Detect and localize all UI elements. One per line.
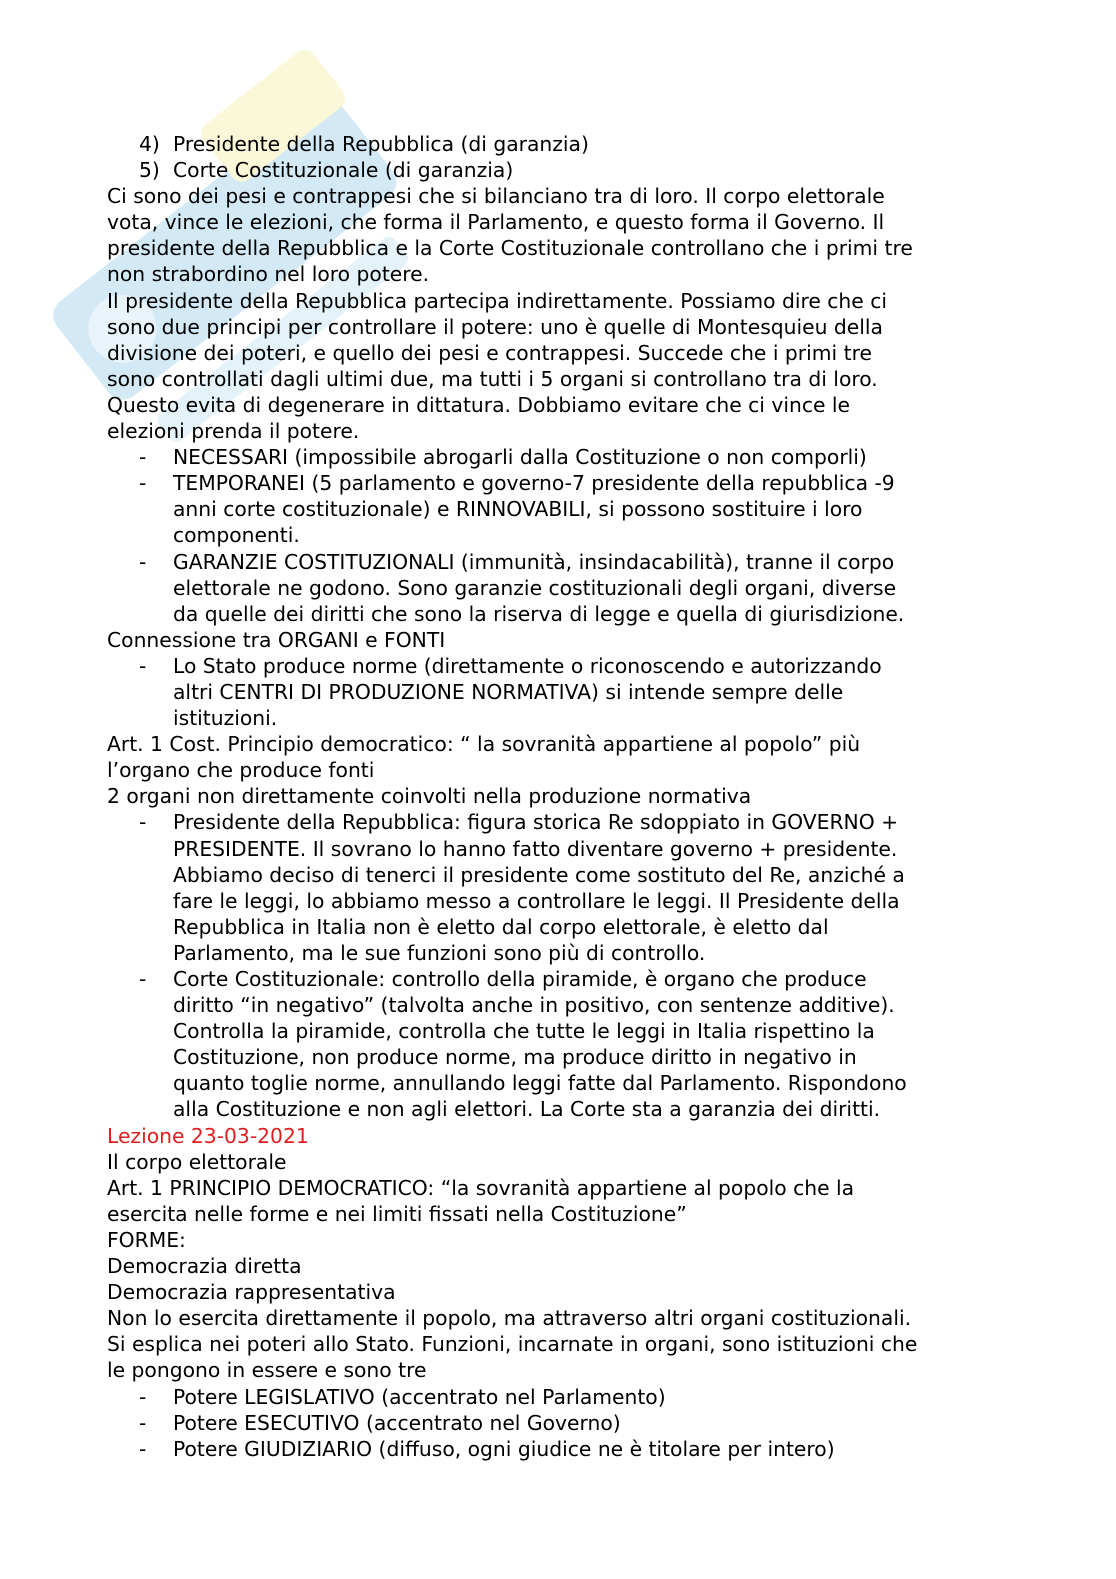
bullet-line: Potere GIUDIZIARIO (diffuso, ogni giudice ne è titolare per intero) [173, 1436, 835, 1461]
bullet-marker: - [139, 549, 147, 574]
bullet-item [107, 1436, 1007, 1462]
list-marker: 4) [139, 132, 160, 156]
bullet-line: Repubblica in Italia non è eletto dal corpo elettorale, è eletto dal [173, 914, 829, 939]
bullet-line: Presidente della Repubblica: figura storica Re sdoppiato in GOVERNO + [173, 810, 899, 835]
text-line: l’organo che produce fonti [107, 758, 375, 783]
text-line: non strabordino nel loro potere. [107, 262, 430, 287]
bullet-list-organi [107, 809, 1007, 1122]
bullet-line: Potere LEGISLATIVO (accentrato nel Parlamento) [173, 1384, 666, 1409]
bullet-list-poteri [107, 1384, 1007, 1462]
bullet-line: Parlamento, ma le sue funzioni sono più di controllo. [173, 940, 706, 965]
text-line: vota, vince le elezioni, che forma il Parlamento, e questo forma il Governo. Il [107, 210, 885, 235]
bullet-item [107, 966, 1007, 1123]
bullet-line: Potere ESECUTIVO (accentrato nel Governo) [173, 1410, 621, 1435]
bullet-line: Costituzione, non produce norme, ma produce diritto in negativo in [173, 1045, 857, 1070]
text-line: Il corpo elettorale [107, 1149, 287, 1174]
bullet-marker: - [139, 1384, 147, 1409]
bullet-marker: - [139, 967, 147, 991]
bullet-line: Controlla la piramide, controlla che tutte le leggi in Italia rispettino la [173, 1019, 875, 1044]
paragraph-presidente [107, 288, 1007, 445]
bullet-marker: - [139, 1410, 147, 1435]
bullet-line: quanto toglie norme, annullando leggi fatte dal Parlamento. Rispondono [173, 1071, 907, 1096]
bullet-item [107, 549, 1007, 627]
paragraph-corpo-elettorale [107, 1149, 1007, 1384]
bullet-marker: - [139, 471, 147, 496]
lesson-heading: Lezione 23-03-2021 [107, 1123, 309, 1148]
bullet-line: Abbiamo deciso di tenerci il presidente come sostituto del Re, anziché a [173, 862, 905, 887]
text-line: Non lo esercita direttamente il popolo, ma attraverso altri organi costituzionali. [107, 1306, 912, 1331]
bullet-line: anni corte costituzionale) e RINNOVABILI, si possono sostituire i loro [173, 497, 863, 522]
bullet-line: componenti. [173, 523, 300, 548]
text-line: sono controllati dagli ultimi due, ma tutti i 5 organi si controllano tra di loro. [107, 366, 878, 391]
bullet-item [107, 444, 1007, 470]
text-line: Art. 1 PRINCIPIO DEMOCRATICO: “la sovranità appartiene al popolo che la [107, 1175, 855, 1200]
bullet-line: alla Costituzione e non agli elettori. La Corte sta a garanzia dei diritti. [173, 1097, 881, 1122]
bullet-item [107, 1384, 1007, 1410]
numbered-item [107, 131, 1007, 157]
bullet-line: PRESIDENTE. Il sovrano lo hanno fatto diventare governo + presidente. [173, 836, 898, 861]
bullet-item [107, 809, 1007, 966]
document-page [107, 131, 1007, 1462]
connessione-heading: Connessione tra ORGANI e FONTI [107, 627, 446, 652]
bullet-line: altri CENTRI DI PRODUZIONE NORMATIVA) si intende sempre delle [173, 679, 844, 704]
bullet-line: fare le leggi, lo abbiamo messo a controllare le leggi. Il Presidente della [173, 888, 900, 913]
text-line: divisione dei poteri, e quello dei pesi e contrappesi. Succede che i primi tre [107, 340, 872, 365]
text-line: 2 organi non direttamente coinvolti nella produzione normativa [107, 784, 752, 809]
text-line: Art. 1 Cost. Principio democratico: “ la sovranità appartiene al popolo” più [107, 732, 861, 757]
paragraph-pesi-contrappesi [107, 183, 1007, 287]
bullet-marker: - [139, 810, 147, 835]
text-line: Ci sono dei pesi e contrappesi che si bilanciano tra di loro. Il corpo elettorale [107, 184, 885, 209]
bullet-list-caratteristiche [107, 444, 1007, 627]
text-line: FORME: [107, 1227, 186, 1252]
text-line: Democrazia diretta [107, 1254, 302, 1279]
bullet-line: NECESSARI (impossibile abrogarli dalla Costituzione o non comporli) [173, 445, 867, 470]
bullet-item [107, 653, 1007, 731]
bullet-list-stato [107, 653, 1007, 731]
bullet-line: istituzioni. [173, 706, 278, 731]
bullet-line: GARANZIE COSTITUZIONALI (immunità, insindacabilità), tranne il corpo [173, 549, 895, 574]
bullet-marker: - [139, 445, 147, 470]
paragraph-art1 [107, 731, 1007, 809]
text-line: presidente della Repubblica e la Corte Costituzionale controllano che i primi tre [107, 236, 913, 261]
list-marker: 5) [139, 158, 160, 183]
bullet-item [107, 470, 1007, 548]
bullet-line: Corte Costituzionale: controllo della piramide, è organo che produce [173, 967, 867, 991]
bullet-line: elettorale ne godono. Sono garanzie costituzionali degli organi, diverse [173, 575, 897, 600]
bullet-marker: - [139, 1436, 147, 1461]
numbered-list [107, 131, 1007, 183]
bullet-line: Lo Stato produce norme (direttamente o riconoscendo e autorizzando [173, 653, 882, 678]
text-line: Il presidente della Repubblica partecipa indirettamente. Possiamo dire che ci [107, 288, 887, 313]
bullet-line: TEMPORANEI (5 parlamento e governo-7 presidente della repubblica -9 [173, 471, 895, 496]
list-item-text: Corte Costituzionale (di garanzia) [173, 158, 514, 183]
text-line: Si esplica nei poteri allo Stato. Funzioni, incarnate in organi, sono istituzioni che [107, 1332, 918, 1357]
text-line: sono due principi per controllare il potere: uno è quelle di Montesquieu della [107, 314, 883, 339]
text-line: Questo evita di degenerare in dittatura. Dobbiamo evitare che ci vince le [107, 392, 851, 417]
list-item-text: Presidente della Repubblica (di garanzia) [173, 132, 589, 156]
text-line: Democrazia rappresentativa [107, 1280, 396, 1305]
bullet-item [107, 1410, 1007, 1436]
text-line: elezioni prenda il potere. [107, 419, 360, 444]
numbered-item [107, 157, 1007, 183]
text-line: le pongono in essere e sono tre [107, 1358, 427, 1383]
bullet-line: da quelle dei diritti che sono la riserva di legge e quella di giurisdizione. [173, 601, 905, 626]
bullet-line: diritto “in negativo” (talvolta anche in positivo, con sentenze additive). [173, 993, 895, 1018]
text-line: esercita nelle forme e nei limiti fissati nella Costituzione” [107, 1201, 687, 1226]
bullet-marker: - [139, 653, 147, 678]
